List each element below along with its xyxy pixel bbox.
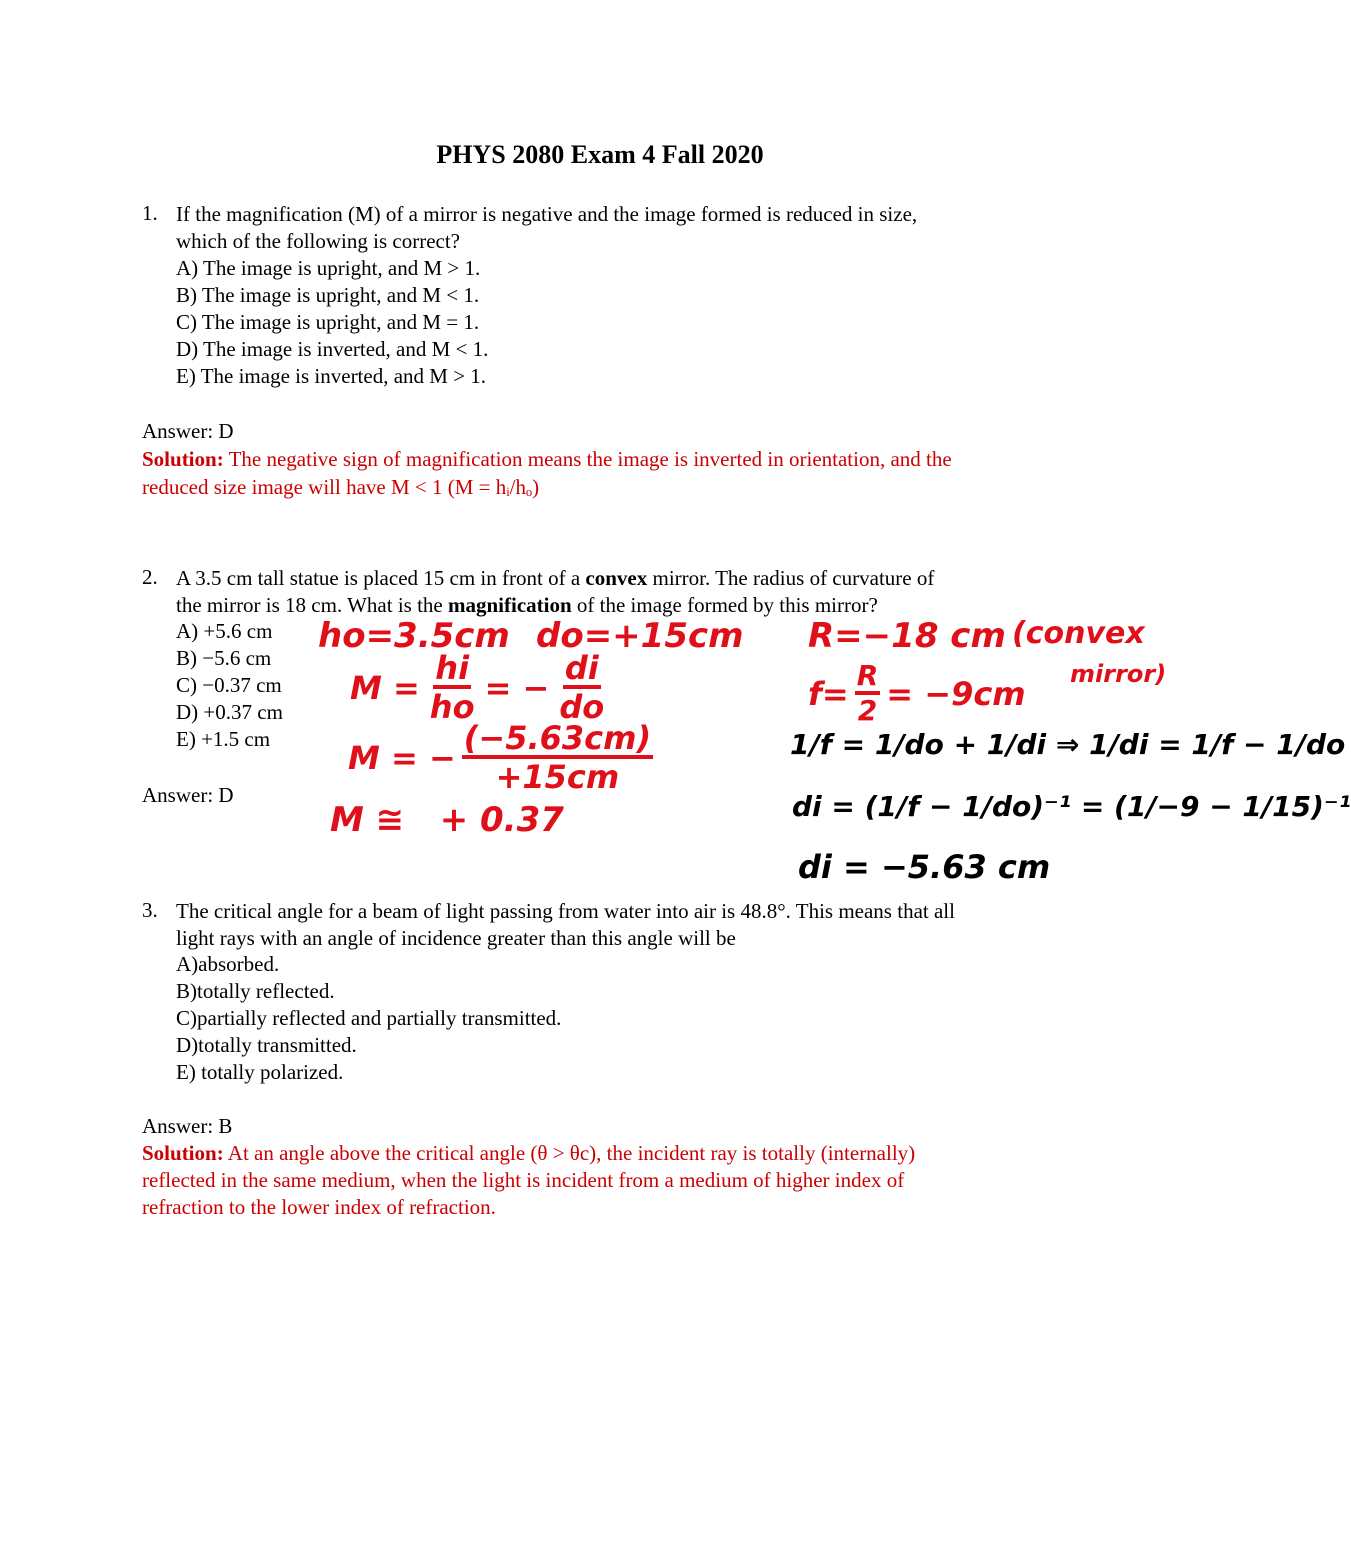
hw-num: di bbox=[564, 649, 599, 687]
handwritten-radius: R=−18 cm bbox=[808, 616, 1006, 656]
solution-label: Solution: bbox=[142, 447, 224, 471]
option-b: B) The image is upright, and M < 1. bbox=[176, 283, 480, 307]
hw-den: ho bbox=[429, 688, 475, 726]
handwritten-magnification-formula bbox=[350, 649, 605, 726]
hw-text: M = bbox=[350, 668, 420, 707]
solution bbox=[142, 446, 952, 473]
hw-text: = −9cm bbox=[886, 674, 1026, 713]
solution-text: reduced size image will have M < 1 (M = hᵢ/hₒ) bbox=[142, 475, 540, 499]
question-stem-line bbox=[176, 592, 878, 619]
solution-text: reflected in the same medium, when the light is incident from a medium of higher index of bbox=[142, 1168, 905, 1192]
option-b: B) −5.6 cm bbox=[176, 646, 272, 670]
question-number: 2. bbox=[142, 565, 158, 589]
option-b: B)totally reflected. bbox=[176, 979, 335, 1003]
option-a: A)absorbed. bbox=[176, 952, 280, 976]
option-d: D)totally transmitted. bbox=[176, 1033, 357, 1057]
stem-text: mirror. The radius of curvature of bbox=[647, 566, 935, 590]
solution-label: Solution: bbox=[142, 1141, 224, 1165]
hw-num: (−5.63cm) bbox=[463, 719, 652, 757]
hw-den: 2 bbox=[857, 694, 878, 727]
hw-num: R bbox=[855, 662, 881, 695]
hw-text: + 0.37 bbox=[439, 800, 564, 840]
handwritten-ho: ho=3.5cm bbox=[318, 616, 510, 656]
hw-text: f= bbox=[808, 674, 849, 713]
option-a: A) +5.6 cm bbox=[176, 619, 273, 643]
question-number: 1. bbox=[142, 201, 158, 225]
hw-fraction bbox=[462, 719, 653, 796]
hw-den: +15cm bbox=[495, 758, 620, 796]
handwritten-mirror: mirror) bbox=[1070, 660, 1167, 688]
hw-text: M ≅ bbox=[330, 800, 405, 840]
answer: Answer: B bbox=[142, 1114, 233, 1138]
hw-fraction bbox=[559, 649, 605, 726]
option-c: C)partially reflected and partially transmitted. bbox=[176, 1006, 562, 1030]
stem-text: A 3.5 cm tall statue is placed 15 cm in front of a bbox=[176, 566, 586, 590]
question-number: 3. bbox=[142, 898, 158, 922]
handwritten-do: do=+15cm bbox=[536, 616, 744, 656]
option-e: E) +1.5 cm bbox=[176, 727, 271, 751]
handwritten-magnification-calc bbox=[348, 719, 653, 796]
handwritten-convex: (convex bbox=[1012, 616, 1145, 651]
question-stem-line: light rays with an angle of incidence greater than this angle will be bbox=[176, 926, 736, 950]
handwritten-magnification-result bbox=[330, 800, 564, 840]
stem-text: the mirror is 18 cm. What is the bbox=[176, 593, 448, 617]
solution bbox=[142, 1140, 915, 1167]
solution-text: At an angle above the critical angle (θ > θc), the incident ray is totally (internally) bbox=[223, 1141, 916, 1165]
option-d: D) The image is inverted, and M < 1. bbox=[176, 337, 489, 361]
option-c: C) −0.37 cm bbox=[176, 673, 282, 697]
option-c: C) The image is upright, and M = 1. bbox=[176, 310, 480, 334]
hw-den: do bbox=[559, 688, 605, 726]
page-title: PHYS 2080 Exam 4 Fall 2020 bbox=[436, 140, 764, 169]
handwritten-image-distance-equation: di = (1/f − 1/do)⁻¹ = (1/−9 − 1/15)⁻¹ bbox=[792, 790, 1351, 823]
stem-bold: convex bbox=[585, 566, 648, 590]
hw-num: hi bbox=[435, 649, 470, 687]
hw-fraction bbox=[855, 659, 881, 727]
option-e: E) totally polarized. bbox=[176, 1060, 344, 1084]
handwritten-focal-length bbox=[808, 659, 1026, 727]
solution-text: The negative sign of magnification means the image is inverted in orientation, and the bbox=[223, 447, 952, 471]
question-stem-line: If the magnification (M) of a mirror is negative and the image formed is reduced in size, bbox=[176, 202, 918, 226]
option-a: A) The image is upright, and M > 1. bbox=[176, 256, 481, 280]
answer: Answer: D bbox=[142, 783, 234, 807]
hw-fraction bbox=[429, 649, 475, 726]
question-stem-line bbox=[176, 565, 934, 592]
question-stem-line: The critical angle for a beam of light passing from water into air is 48.8°. This means that all bbox=[176, 899, 955, 923]
solution-text: refraction to the lower index of refraction. bbox=[142, 1195, 496, 1219]
option-e: E) The image is inverted, and M > 1. bbox=[176, 364, 487, 388]
answer: Answer: D bbox=[142, 419, 234, 443]
handwritten-mirror-equation: 1/f = 1/do + 1/di ⇒ 1/di = 1/f − 1/do bbox=[790, 728, 1346, 761]
hw-text: = − bbox=[484, 668, 550, 707]
stem-bold: magnification bbox=[447, 593, 572, 617]
option-d: D) +0.37 cm bbox=[176, 700, 283, 724]
handwritten-image-distance-result: di = −5.63 cm bbox=[798, 848, 1051, 886]
question-stem-line: which of the following is correct? bbox=[176, 229, 460, 253]
hw-text: M = − bbox=[348, 738, 456, 777]
stem-text: of the image formed by this mirror? bbox=[571, 593, 878, 617]
